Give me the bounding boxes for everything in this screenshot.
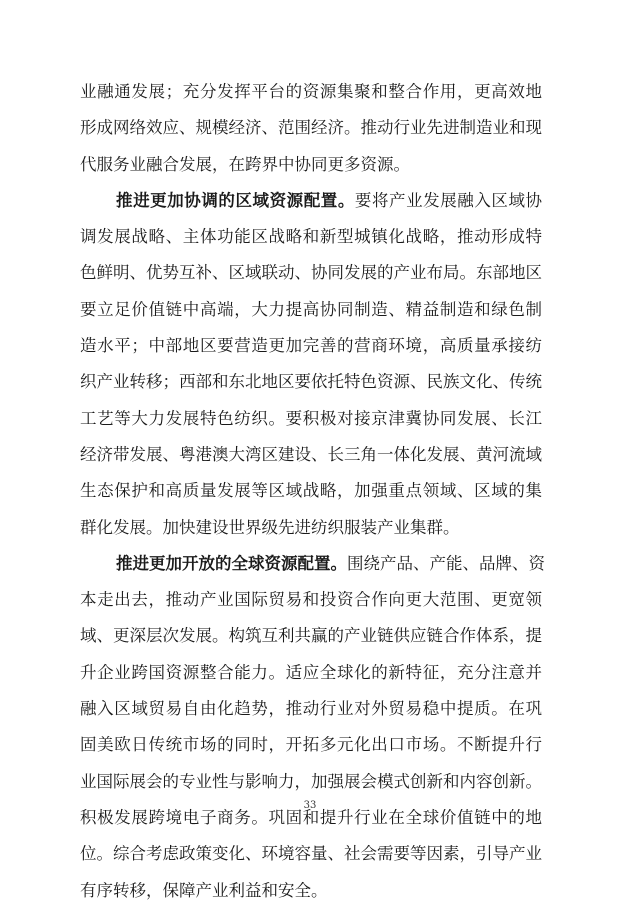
section-heading: 推进更加开放的全球资源配置。 xyxy=(116,553,347,573)
body-text xyxy=(80,74,545,909)
text-line: 要立足价值链中高端，大力提高协同制造、精益制造和绿色制 xyxy=(80,299,542,319)
text-line: 调发展战略、主体功能区战略和新型城镇化战略，推动形成特 xyxy=(80,227,542,247)
section-heading: 推进更加协调的区域资源配置。 xyxy=(116,190,355,210)
section-heading-line xyxy=(80,183,542,219)
text-run: 围绕产品、产能、品牌、资 xyxy=(347,553,545,573)
text-line: 造水平；中部地区要营造更加完善的营商环境，高质量承接纺 xyxy=(80,336,542,356)
text-line: 域、更深层次发展。构筑互利共赢的产业链供应链合作体系，提 xyxy=(80,626,542,646)
text-line: 织产业转移；西部和东北地区要依托特色资源、民族文化、传统 xyxy=(80,372,542,392)
text-line: 生态保护和高质量发展等区域战略，加强重点领域、区域的集 xyxy=(80,481,542,501)
text-line: 融入区域贸易自由化趋势，推动行业对外贸易稳中提质。在巩 xyxy=(80,699,542,719)
text-line: 工艺等大力发展特色纺织。要积极对接京津冀协同发展、长江 xyxy=(80,408,542,428)
text-line: 积极发展跨境电子商务。巩固和提升行业在全球价值链中的地 xyxy=(80,807,542,827)
text-line: 经济带发展、粤港澳大湾区建设、长三角一体化发展、黄河流域 xyxy=(80,444,542,464)
text-line: 固美欧日传统市场的同时，开拓多元化出口市场。不断提升行 xyxy=(80,735,542,755)
text-line: 业融通发展；充分发挥平台的资源集聚和整合作用，更高效地 xyxy=(80,82,542,101)
text-line: 群化发展。加快建设世界级先进纺织服装产业集群。 xyxy=(80,517,460,537)
text-line: 形成网络效应、规模经济、范围经济。推动行业先进制造业和现 xyxy=(80,118,542,138)
text-line: 位。综合考虑政策变化、环境容量、社会需要等因素，引导产业 xyxy=(80,844,542,864)
text-line: 有序转移，保障产业利益和安全。 xyxy=(80,880,328,900)
text-line: 色鲜明、优势互补、区域联动、协同发展的产业布局。东部地区 xyxy=(80,263,542,283)
text-line: 本走出去，推动产业国际贸易和投资合作向更大范围、更宽领 xyxy=(80,590,542,610)
text-line: 代服务业融合发展，在跨界中协同更多资源。 xyxy=(80,154,410,174)
text-line: 升企业跨国资源整合能力。适应全球化的新特征，充分注意并 xyxy=(80,662,542,682)
page-number: 33 xyxy=(303,800,317,811)
text-line: 业国际展会的专业性与影响力，加强展会模式创新和内容创新。 xyxy=(80,771,542,791)
section-heading-line xyxy=(80,546,545,582)
text-run: 要将产业发展融入区域协 xyxy=(354,190,542,210)
